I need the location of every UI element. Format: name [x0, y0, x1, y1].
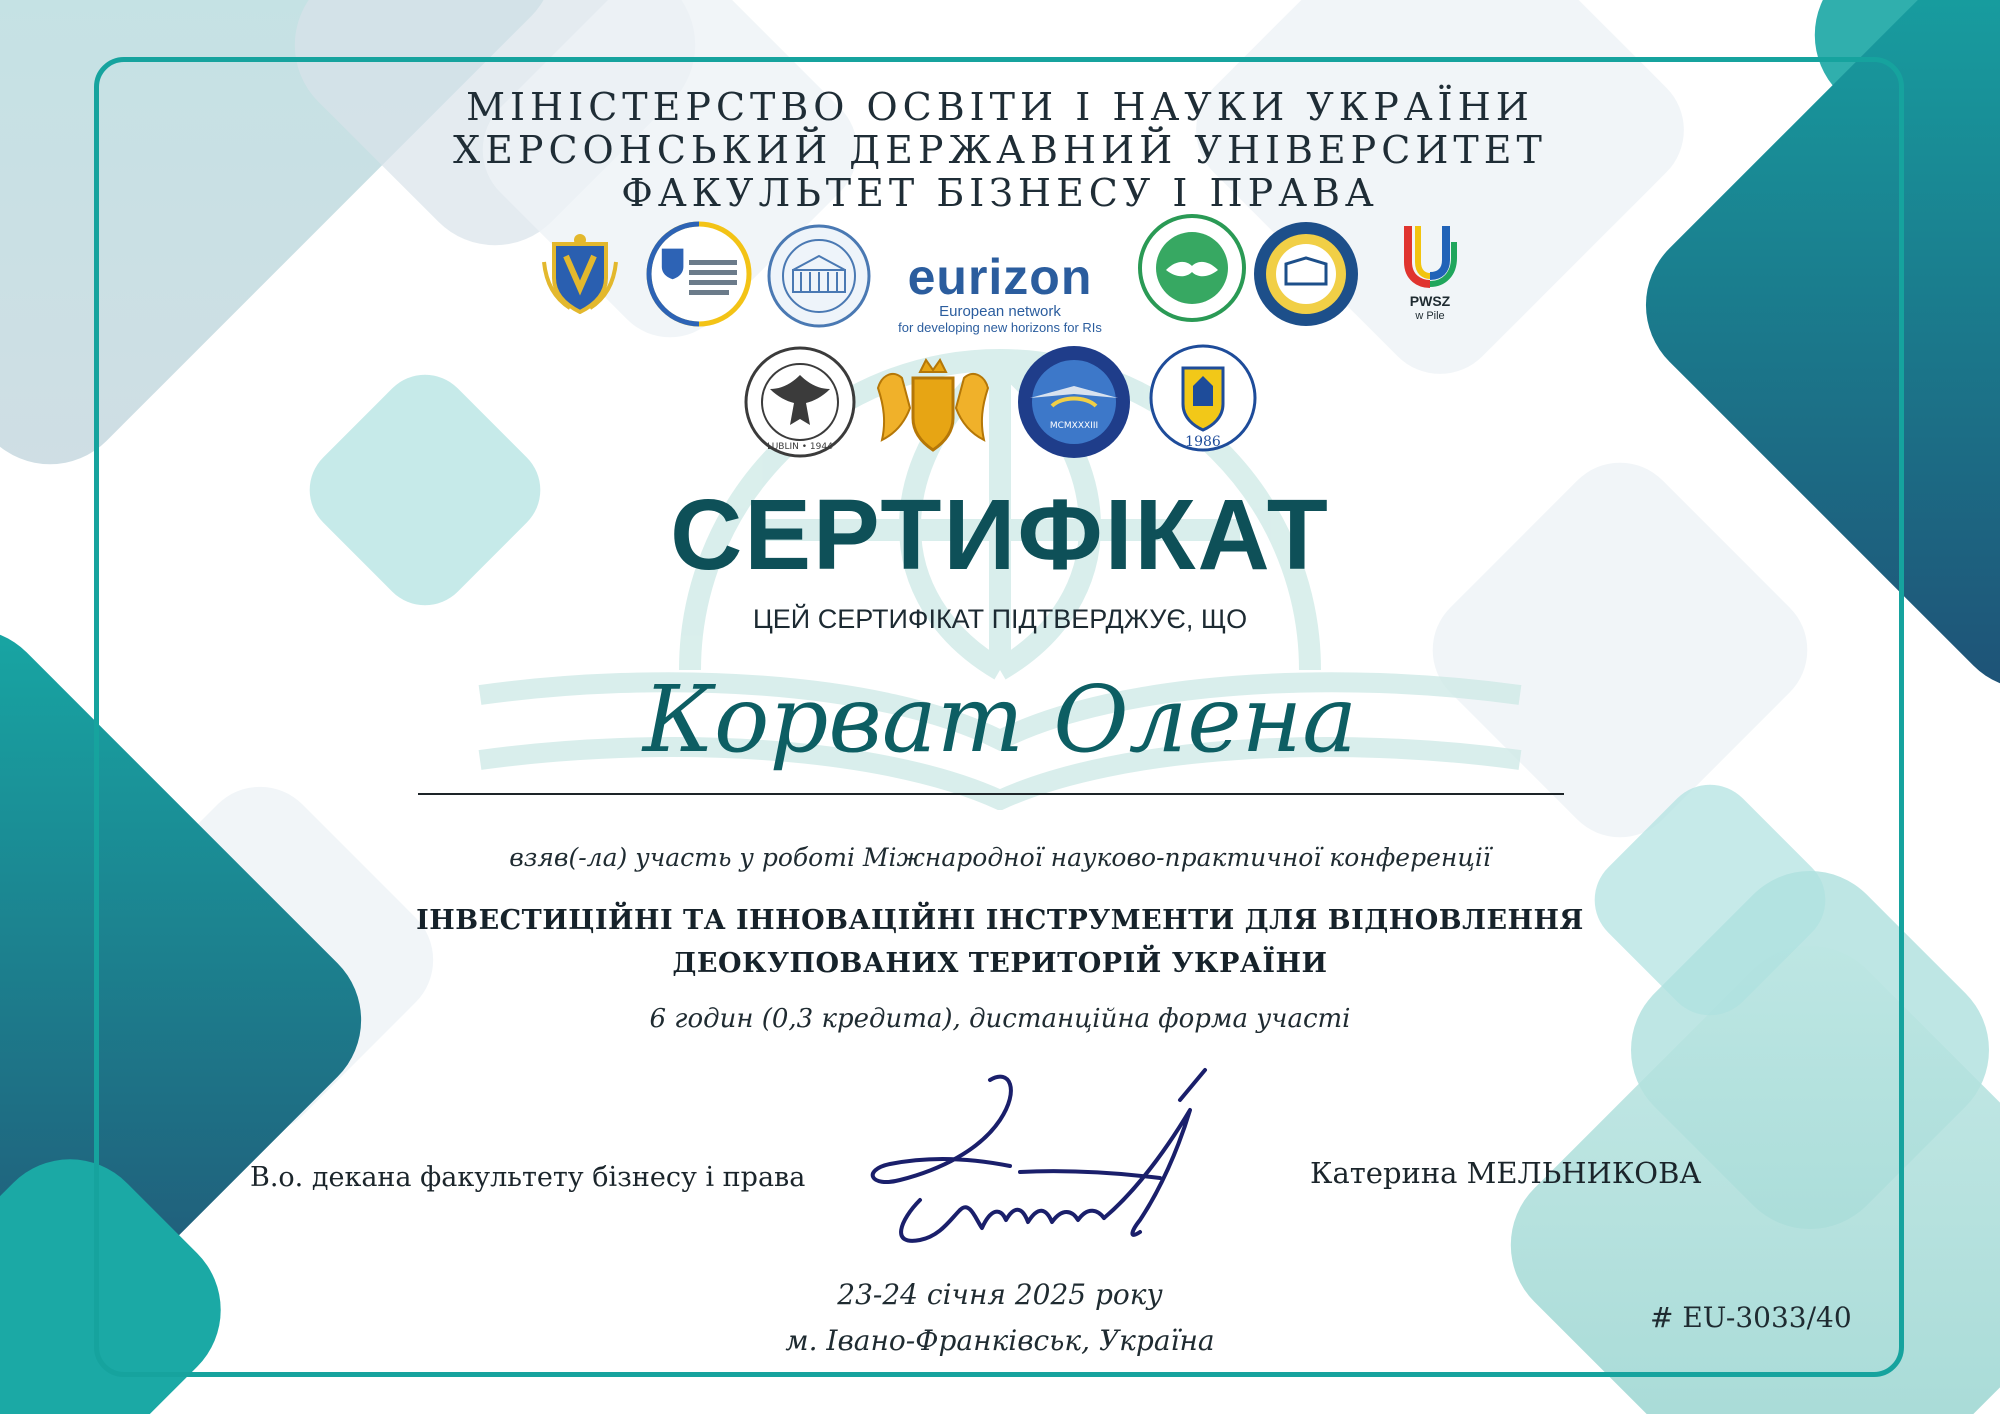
heraldic-lions-logo: [868, 348, 998, 458]
faculty-business-law-logo: [1136, 212, 1248, 324]
eurizon-subtitle-1: European network: [939, 303, 1061, 320]
umcs-year-text: LUBLIN • 1944: [767, 442, 833, 452]
skovoroda-university-logo: [1148, 342, 1258, 457]
faculty-title: ФАКУЛЬТЕТ БІЗНЕСУ І ПРАВА: [621, 171, 1379, 215]
aviation-roman-text: MCMXXXIII: [1049, 421, 1099, 431]
hours-credits-text: 6 годин (0,3 кредита), дистанційна форма участі: [649, 1004, 1351, 1034]
umcs-eagle-icon: [740, 345, 860, 460]
conference-title-line-2: ДЕОКУПОВАНИХ ТЕРИТОРІЙ УКРАЇНИ: [672, 948, 1328, 979]
name-underline: [418, 793, 1564, 795]
confirmation-text: ЦЕЙ СЕРТИФІКАТ ПІДТВЕРДЖУЄ, ЩО: [752, 604, 1248, 634]
skovoroda-emblem-icon: [1148, 342, 1258, 457]
participation-text: взяв(-ла) участь у роботі Міжнародної науково-практичної конференції: [509, 843, 1491, 872]
regional-administration-logo: [645, 220, 753, 328]
conference-title-line-1: ІНВЕСТИЦІЙНІ ТА ІННОВАЦІЙНІ ІНСТРУМЕНТИ ДЛЯ ВІДНОВЛЕННЯ: [416, 905, 1584, 936]
pwsz-logo: [1395, 222, 1465, 332]
pwsz-u-icon: [1400, 222, 1460, 288]
pwsz-subtitle: w Pile: [1415, 310, 1445, 322]
aviation-emblem-icon: [1012, 342, 1137, 462]
event-location: м. Івано-Франківськ, Україна: [785, 1324, 1215, 1357]
eurizon-logo: [880, 250, 1120, 340]
eurizon-wordmark: eurizon: [907, 249, 1093, 305]
national-university-seal-logo: [1250, 220, 1362, 328]
umcs-lublin-logo: [740, 345, 860, 460]
signatory-name: Катерина МЕЛЬНИКОВА: [1310, 1156, 1702, 1190]
ministry-title: МІНІСТЕРСТВО ОСВІТИ І НАУКИ УКРАЇНИ: [466, 85, 1534, 129]
event-date: 23-24 січня 2025 року: [837, 1278, 1163, 1311]
kherson-coat-of-arms-logo: [540, 232, 620, 314]
eurizon-subtitle-2: for developing new horizons for RIs: [898, 320, 1102, 335]
kherson-state-university-logo: [760, 222, 878, 330]
national-aviation-university-logo: [1012, 342, 1137, 462]
certificate-title: СЕРТИФІКАТ: [670, 479, 1330, 591]
signatory-title: В.о. декана факультету бізнесу і права: [250, 1162, 806, 1193]
skovoroda-year-text: 1986: [1185, 434, 1221, 450]
university-title: ХЕРСОНСЬКИЙ ДЕРЖАВНИЙ УНІВЕРСИТЕТ: [453, 128, 1547, 172]
recipient-name: Корват Олена: [642, 666, 1358, 773]
handwritten-signature: [860, 1060, 1240, 1260]
certificate-number: # EU-3033/40: [1650, 1301, 1852, 1334]
pwsz-wordmark: PWSZ: [1409, 293, 1451, 309]
